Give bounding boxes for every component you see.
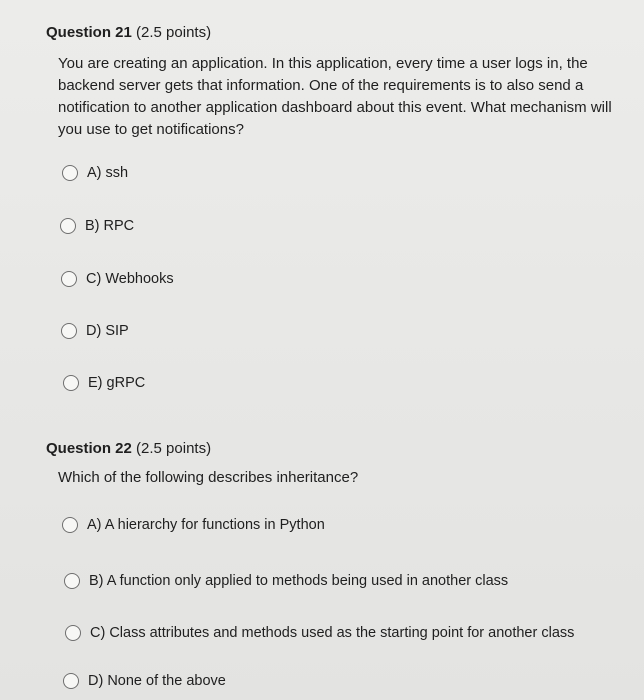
question-header [46,22,626,44]
question-text: You are creating an application. In this application, every time a user logs in, the backend server gets that information. One of the requirements is to also send a notification to another application dashboard about this event. What mechanism will you use to get notifications? [58,55,612,138]
radio-button[interactable] [63,375,79,391]
option-label: C) Class attributes and methods used as the starting point for another class [90,625,575,641]
question-title: Question 22 [46,440,132,457]
option-label: D) None of the above [88,673,226,689]
option-c[interactable] [61,269,174,289]
option-label: C) Webhooks [86,271,174,287]
option-e[interactable] [63,373,145,393]
option-label: B) A function only applied to methods being used in another class [89,573,509,589]
option-label: D) SIP [86,323,129,339]
option-a[interactable] [62,515,325,535]
radio-button[interactable] [64,573,80,589]
option-d[interactable] [61,321,129,341]
option-label: B) RPC [85,218,135,234]
radio-button[interactable] [63,673,79,689]
option-label: A) ssh [87,165,129,181]
radio-button[interactable] [62,165,78,181]
radio-button[interactable] [62,517,78,533]
option-d[interactable] [63,671,226,691]
option-a[interactable] [62,163,128,183]
question-points: (2.5 points) [136,24,212,41]
radio-button[interactable] [65,625,81,641]
question-title: Question 21 [46,24,132,41]
question-points: (2.5 points) [136,440,212,457]
option-label: E) gRPC [88,375,146,391]
question-22 [46,438,626,689]
question-header [46,438,626,460]
option-c[interactable] [65,623,574,643]
option-label: A) A hierarchy for functions in Python [87,517,325,533]
radio-button[interactable] [61,323,77,339]
question-21 [46,22,626,391]
option-b[interactable] [64,571,508,591]
radio-button[interactable] [60,218,76,234]
option-b[interactable] [60,216,134,236]
question-text: Which of the following describes inheritance? [58,469,359,486]
radio-button[interactable] [61,271,77,287]
